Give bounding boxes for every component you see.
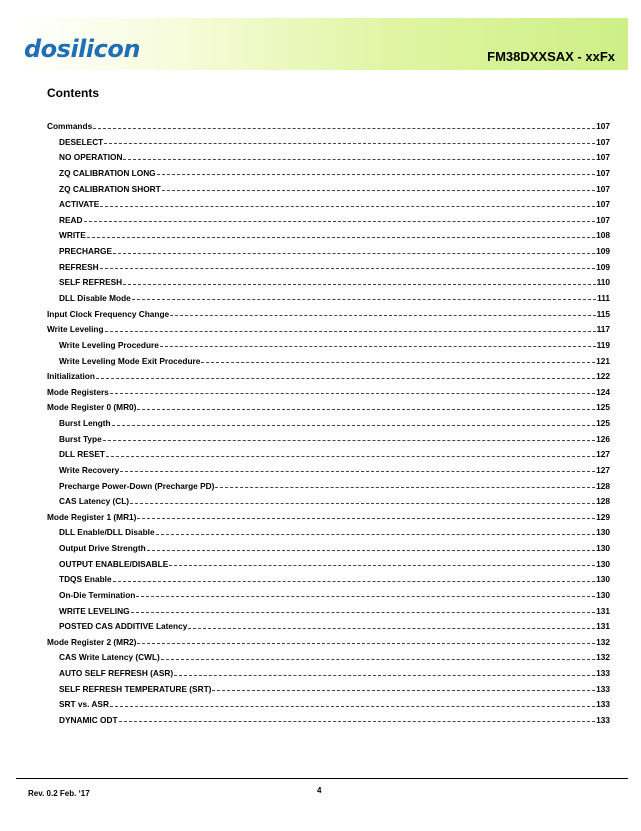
toc-entry-title: CAS Write Latency (CWL) <box>59 652 160 663</box>
toc-entry[interactable] <box>0 354 610 368</box>
toc-entry-title: Output Drive Strength <box>59 543 146 553</box>
toc-entry-page: 107 <box>596 214 610 225</box>
toc-dot-leader <box>137 408 595 410</box>
toc-entry-page: 131 <box>596 621 610 632</box>
toc-entry[interactable] <box>0 682 610 696</box>
toc-entry-title: REFRESH <box>59 261 99 272</box>
toc-entry-page: 117 <box>596 324 610 335</box>
company-logo <box>24 37 140 61</box>
toc-dot-leader <box>87 236 595 238</box>
toc-entry-title: On-Die Termination <box>59 589 136 600</box>
toc-entry-title: Burst Type <box>59 433 102 444</box>
toc-entry-title: DYNAMIC ODT <box>59 714 118 725</box>
toc-dot-leader <box>93 127 595 129</box>
toc-entry[interactable] <box>0 260 610 274</box>
toc-dot-leader <box>110 705 595 707</box>
toc-entry[interactable] <box>0 338 610 352</box>
toc-entry[interactable] <box>0 557 610 571</box>
toc-entry-page: 124 <box>596 386 610 397</box>
toc-entry-title: Burst Length <box>59 418 111 428</box>
toc-entry-title: Mode Registers <box>47 386 109 397</box>
toc-entry-page: 115 <box>596 308 610 319</box>
footer-divider <box>16 778 628 779</box>
toc-entry[interactable] <box>0 697 610 711</box>
toc-entry-page: 107 <box>596 167 610 178</box>
toc-entry[interactable] <box>0 635 610 649</box>
toc-entry-title: WRITE <box>59 230 86 241</box>
toc-dot-leader <box>170 314 595 316</box>
toc-entry-page: 109 <box>596 246 610 256</box>
toc-dot-leader <box>130 502 595 504</box>
toc-entry-title: Mode Register 0 (MR0) <box>47 402 137 413</box>
toc-dot-leader <box>120 470 595 472</box>
toc-dot-leader <box>212 689 595 691</box>
toc-entry-page: 133 <box>596 683 610 694</box>
toc-entry-page: 132 <box>596 636 610 647</box>
toc-dot-leader <box>84 220 596 222</box>
toc-entry-page: 110 <box>596 277 610 288</box>
toc-dot-leader <box>215 486 595 488</box>
toc-entry[interactable] <box>0 182 610 196</box>
toc-entry[interactable] <box>0 463 610 477</box>
toc-entry-title: Mode Register 2 (MR2) <box>47 636 137 647</box>
toc-dot-leader <box>123 158 595 160</box>
toc-entry[interactable] <box>0 604 610 618</box>
toc-entry-title: ZQ CALIBRATION LONG <box>59 167 156 178</box>
toc-entry-title: POSTED CAS ADDITIVE Latency <box>59 621 188 632</box>
toc-dot-leader <box>137 517 595 519</box>
toc-entry[interactable] <box>0 213 610 227</box>
toc-dot-leader <box>113 252 595 254</box>
toc-entry-title: Input Clock Frequency Change <box>47 308 170 319</box>
toc-entry-title: DLL RESET <box>59 449 105 460</box>
revision-label: Rev. 0.2 Feb. ‘17 <box>28 789 90 798</box>
toc-entry[interactable] <box>0 619 610 633</box>
toc-entry-page: 109 <box>596 261 610 272</box>
toc-entry-title: DESELECT <box>59 136 104 147</box>
toc-entry-title: Write Leveling Mode Exit Procedure <box>59 355 201 366</box>
toc-entry[interactable] <box>0 291 610 305</box>
toc-entry[interactable] <box>0 275 610 289</box>
toc-dot-leader <box>110 392 595 394</box>
toc-entry-title: PRECHARGE <box>59 246 113 256</box>
toc-entry[interactable] <box>0 650 610 664</box>
toc-entry-title: DLL Disable Mode <box>59 292 131 303</box>
page-number: 4 <box>317 786 322 795</box>
toc-entry-page: 125 <box>596 418 610 428</box>
toc-entry-page: 107 <box>596 152 610 163</box>
toc-entry-page: 133 <box>596 699 610 710</box>
toc-entry-page: 128 <box>596 480 610 491</box>
toc-entry[interactable] <box>0 432 610 446</box>
toc-dot-leader <box>161 658 595 660</box>
toc-entry[interactable] <box>0 322 610 336</box>
toc-entry-title: TDQS Enable <box>59 574 112 585</box>
toc-entry-title: Mode Register 1 (MR1) <box>47 511 137 522</box>
toc-entry[interactable] <box>0 307 610 321</box>
toc-dot-leader <box>113 580 596 582</box>
toc-dot-leader <box>100 205 595 207</box>
toc-entry-title: Commands <box>47 121 93 131</box>
toc-entry[interactable] <box>0 385 610 399</box>
toc-entry-title: SELF REFRESH <box>59 277 123 288</box>
toc-dot-leader <box>201 361 595 363</box>
toc-entry[interactable] <box>0 400 610 414</box>
toc-entry-page: 107 <box>596 121 610 131</box>
toc-dot-leader <box>119 720 596 722</box>
toc-entry[interactable] <box>0 228 610 242</box>
toc-entry-page: 107 <box>596 183 610 194</box>
toc-entry-page: 125 <box>596 402 610 413</box>
toc-entry-page: 133 <box>596 668 610 679</box>
toc-entry[interactable] <box>0 588 610 602</box>
toc-entry-page: 127 <box>596 464 610 475</box>
toc-entry-title: OUTPUT ENABLE/DISABLE <box>59 558 169 569</box>
toc-dot-leader <box>160 345 596 347</box>
toc-entry-page: 129 <box>596 511 610 522</box>
toc-dot-leader <box>131 611 596 613</box>
toc-entry-page: 122 <box>596 371 610 382</box>
toc-entry-title: SELF REFRESH TEMPERATURE (SRT) <box>59 683 212 694</box>
toc-entry-page: 130 <box>596 543 610 553</box>
toc-entry-page: 133 <box>596 714 610 725</box>
toc-dot-leader <box>123 283 595 285</box>
toc-entry[interactable] <box>0 479 610 493</box>
toc-dot-leader <box>157 173 596 175</box>
toc-entry[interactable] <box>0 119 610 133</box>
document-id: FM38DXXSAX - xxFx <box>487 49 615 64</box>
toc-entry-page: 131 <box>596 605 610 616</box>
toc-entry-page: 130 <box>596 589 610 600</box>
toc-dot-leader <box>104 142 595 144</box>
toc-dot-leader <box>169 564 595 566</box>
toc-entry-page: 107 <box>596 136 610 147</box>
toc-dot-leader <box>174 674 595 676</box>
toc-entry-page: 128 <box>596 496 610 507</box>
toc-entry-page: 126 <box>596 433 610 444</box>
toc-entry-page: 127 <box>596 449 610 460</box>
toc-entry-page: 130 <box>596 574 610 585</box>
toc-entry[interactable] <box>0 447 610 461</box>
toc-entry-title: Write Recovery <box>59 464 120 475</box>
toc-dot-leader <box>96 377 595 379</box>
toc-dot-leader <box>188 627 595 629</box>
toc-dot-leader <box>136 595 595 597</box>
contents-heading: Contents <box>47 86 99 100</box>
toc-entry-title: ACTIVATE <box>59 199 100 210</box>
toc-entry[interactable] <box>0 166 610 180</box>
toc-entry[interactable] <box>0 244 610 258</box>
toc-entry-title: Initialization <box>47 371 95 382</box>
toc-entry[interactable] <box>0 416 610 430</box>
toc-entry[interactable] <box>0 666 610 680</box>
toc-dot-leader <box>100 267 596 269</box>
toc-entry-title: SRT vs. ASR <box>59 699 109 710</box>
toc-dot-leader <box>112 424 596 426</box>
toc-entry[interactable] <box>0 572 610 586</box>
toc-entry[interactable] <box>0 525 610 539</box>
toc-entry-page: 130 <box>596 558 610 569</box>
toc-entry-title: AUTO SELF REFRESH (ASR) <box>59 668 174 679</box>
toc-dot-leader <box>147 549 596 551</box>
toc-entry-title: ZQ CALIBRATION SHORT <box>59 183 161 194</box>
toc-dot-leader <box>162 189 595 191</box>
toc-entry-title: Write Leveling <box>47 324 104 335</box>
toc-entry-title: Precharge Power-Down (Precharge PD) <box>59 480 215 491</box>
toc-entry-page: 119 <box>596 339 610 350</box>
toc-entry-title: CAS Latency (CL) <box>59 496 130 507</box>
toc-entry-title: Write Leveling Procedure <box>59 339 159 350</box>
toc-dot-leader <box>132 298 596 300</box>
toc-entry[interactable] <box>0 494 610 508</box>
toc-entry[interactable] <box>0 713 610 727</box>
toc-dot-leader <box>137 642 595 644</box>
toc-entry-page: 107 <box>596 199 610 210</box>
toc-entry[interactable] <box>0 197 610 211</box>
toc-entry-title: READ <box>59 214 83 225</box>
toc-entry[interactable] <box>0 541 610 555</box>
toc-entry-page: 108 <box>596 230 610 241</box>
logo-text: dosilicon <box>24 35 140 63</box>
toc-entry[interactable] <box>0 369 610 383</box>
toc-entry-title: WRITE LEVELING <box>59 605 130 616</box>
toc-entry-title: NO OPERATION <box>59 152 123 163</box>
toc-dot-leader <box>103 439 595 441</box>
toc-entry-page: 130 <box>596 527 610 538</box>
toc-dot-leader <box>106 455 595 457</box>
toc-dot-leader <box>156 533 596 535</box>
toc-dot-leader <box>105 330 596 332</box>
toc-entry-page: 111 <box>597 292 610 303</box>
toc-entry[interactable] <box>0 510 610 524</box>
toc-entry[interactable] <box>0 150 610 164</box>
toc-entry-page: 121 <box>596 355 610 366</box>
toc-entry-title: DLL Enable/DLL Disable <box>59 527 155 538</box>
toc-entry[interactable] <box>0 135 610 149</box>
toc-entry-page: 132 <box>596 652 610 663</box>
